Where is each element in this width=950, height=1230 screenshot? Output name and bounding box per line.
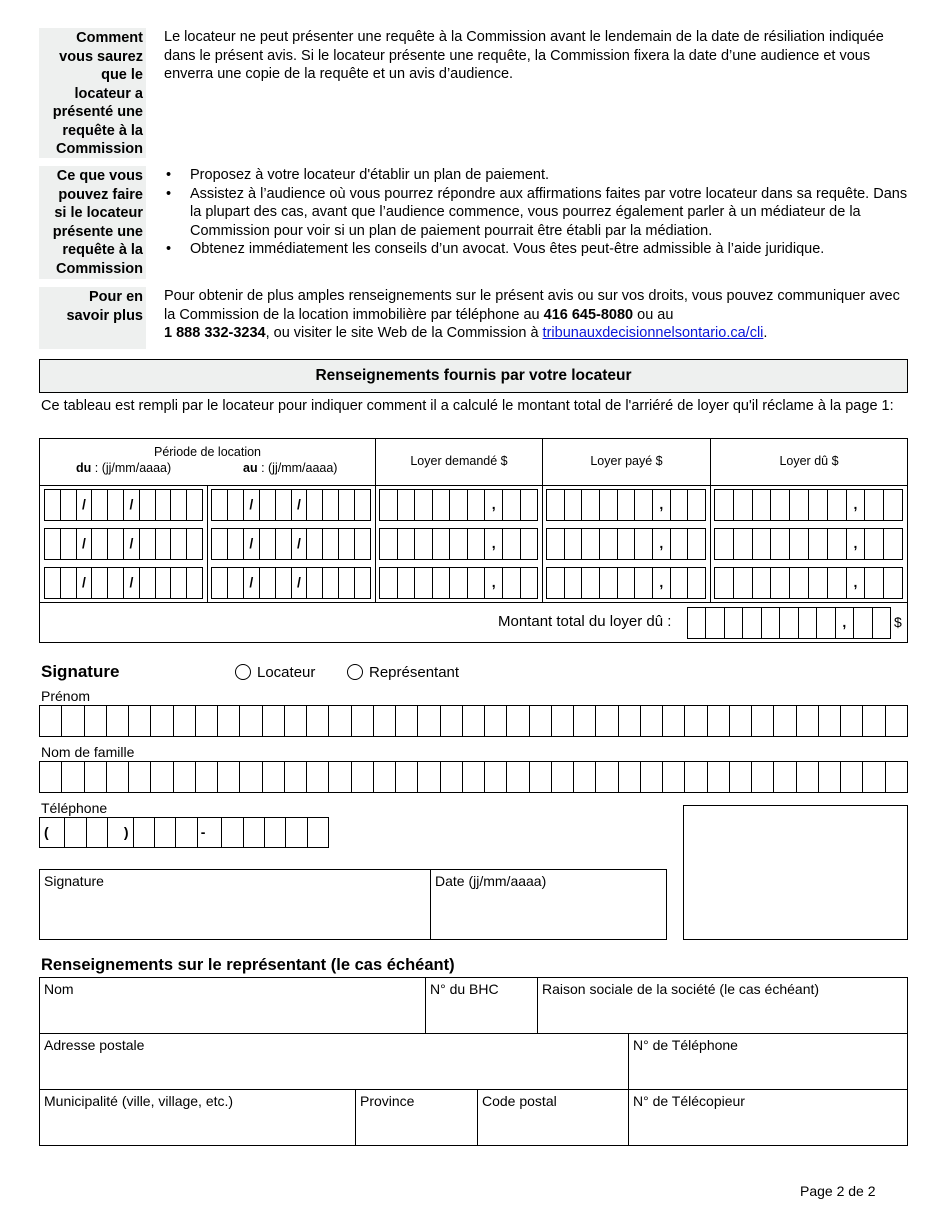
phone-label: Téléphone: [41, 800, 108, 816]
from-date-input[interactable]: / /: [44, 567, 203, 599]
from-date-input[interactable]: / /: [44, 528, 203, 560]
option-landlord[interactable]: Locateur: [235, 664, 315, 681]
rep-municipality-field[interactable]: Municipalité (ville, village, etc.): [44, 1093, 234, 1109]
landlord-intro: Ce tableau est rempli par le locateur pour indiquer comment il a calculé le montant total de l'arriéré de loyer qu'il réclame à la page 1:: [41, 398, 894, 414]
rent-owing-input[interactable]: ,: [714, 528, 903, 560]
comment-text: Le locateur ne peut présenter une requête à la Commission avant le lendemain de la date de résiliation indiquée dans le présent avis. Si le locateur présente une requête, la Commission fixera la date d’une audience et vous enverra une copie de la requête et un avis d’audience.: [164, 29, 884, 82]
last-name-label: Nom de famille: [41, 744, 135, 760]
rent-charged-header: Loyer demandé $: [410, 454, 508, 468]
list-item: • Obtenez immédiatement les conseils d’un avocat. Vous êtes peut-être admissible à l’aide juridique.: [164, 240, 909, 259]
phone-local: 416 645-8080: [543, 306, 634, 323]
signature-field[interactable]: Signature: [39, 869, 431, 940]
list-item: • Proposez à votre locateur d'établir un plan de paiement.: [164, 166, 909, 185]
phone-input[interactable]: ( ) -: [39, 817, 329, 848]
rep-province-field[interactable]: Province: [360, 1093, 415, 1109]
rent-table: [39, 438, 908, 643]
rep-address-field[interactable]: Adresse postale: [44, 1037, 145, 1053]
rep-company-field[interactable]: Raison sociale de la société (le cas échéant): [542, 981, 820, 997]
first-name-input[interactable]: [39, 705, 908, 737]
dollar-sign: $: [894, 614, 902, 630]
rent-paid-input[interactable]: ,: [546, 567, 706, 599]
total-owing-input[interactable]: ,: [687, 607, 891, 639]
option-representative[interactable]: Représentant: [347, 664, 459, 681]
to-date-input[interactable]: / /: [211, 489, 371, 521]
total-label: Montant total du loyer dû :: [498, 613, 672, 630]
todo-list: [164, 166, 909, 259]
rent-paid-input[interactable]: ,: [546, 489, 706, 521]
rent-paid-input[interactable]: ,: [546, 528, 706, 560]
rep-name-field[interactable]: Nom: [44, 981, 74, 997]
rent-owing-input[interactable]: ,: [714, 567, 903, 599]
stamp-box: [683, 805, 908, 940]
radio-icon[interactable]: [235, 664, 251, 680]
rep-phone-field[interactable]: N° de Téléphone: [633, 1037, 738, 1053]
period-header: Période de location du : (jj/mm/aaaa) au : (jj/mm/aaaa): [76, 445, 338, 475]
from-date-input[interactable]: / /: [44, 489, 203, 521]
first-name-label: Prénom: [41, 688, 91, 704]
more-label: Pour en savoir plus: [66, 289, 143, 324]
rent-owing-input[interactable]: ,: [714, 489, 903, 521]
rent-charged-input[interactable]: ,: [379, 567, 538, 599]
website-link[interactable]: tribunauxdecisionnelsontario.ca/cli: [542, 325, 764, 341]
rent-charged-input[interactable]: ,: [379, 489, 538, 521]
comment-label: Comment vous saurez que le locateur a présenté une requête à la Commission: [52, 30, 143, 157]
phone-tollfree: 1 888 332-3234: [164, 325, 266, 341]
to-date-input[interactable]: / /: [211, 567, 371, 599]
radio-icon[interactable]: [347, 664, 363, 680]
to-date-input[interactable]: / /: [211, 528, 371, 560]
rent-paid-header: Loyer payé $: [590, 454, 663, 468]
rent-charged-input[interactable]: ,: [379, 528, 538, 560]
todo-label: Ce que vous pouvez faire si le locateur présente une requête à la Commission: [52, 168, 143, 277]
list-item: • Assistez à l’audience où vous pourrez répondre aux affirmations faites par votre locateur dans sa requête. Dans la plupart des cas, avant que l’audience commence, vous pourrez également parler à un médiateur de la Commission pour voir si un plan de paiement pourrait être établi par la médiation.: [164, 185, 909, 241]
rep-postal-field[interactable]: Code postal: [482, 1093, 557, 1109]
date-field[interactable]: Date (jj/mm/aaaa): [430, 869, 667, 940]
rep-title: Renseignements sur le représentant (le cas échéant): [41, 956, 455, 974]
signature-title: Signature: [41, 662, 120, 681]
more-text: Pour obtenir de plus amples renseignements sur le présent avis ou sur vos droits, vous pouvez communiquer avec la Commission de la location immobilière par téléphone au 416 645-8080 ou au 1 888 332-3234, ou visiter le site Web de la Commission à tribunauxdecisionnelsontario.ca/cli.: [164, 288, 900, 341]
last-name-input[interactable]: [39, 761, 908, 793]
rep-lsuc-field[interactable]: N° du BHC: [430, 981, 499, 997]
rep-fax-field[interactable]: N° de Télécopieur: [633, 1093, 745, 1109]
rent-owing-header: Loyer dû $: [779, 454, 839, 468]
rep-table: [39, 977, 908, 1146]
page-number: Page 2 de 2: [800, 1183, 876, 1199]
landlord-section-title: Renseignements fournis par votre locateur: [39, 359, 908, 393]
